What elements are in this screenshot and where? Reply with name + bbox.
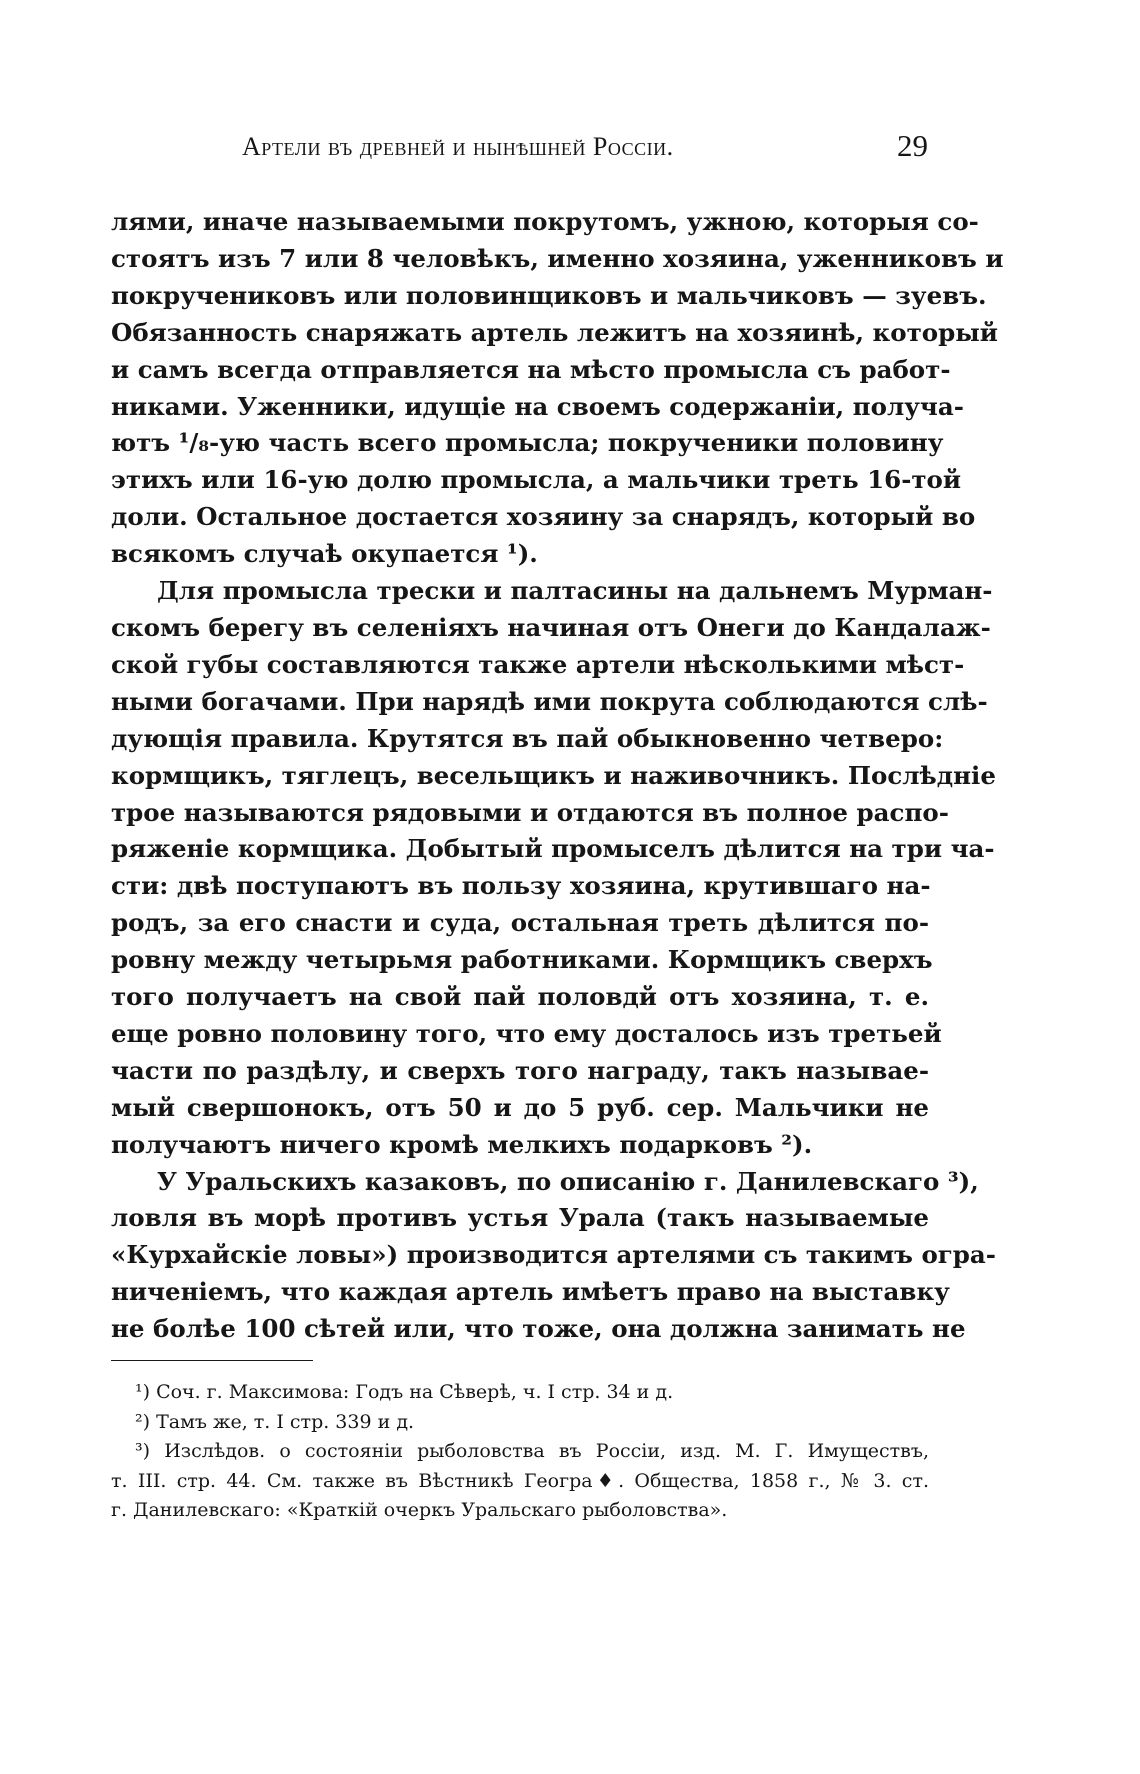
text-line: лями, иначе называемыми покрутомъ, ужною, которыя со- [111, 207, 979, 236]
text-line: стоятъ изъ 7 или 8 человѣкъ, именно хозяина, уженниковъ и [111, 243, 1004, 273]
text-line: не болѣе 100 сѣтей или, что тоже, она должна занимать не [111, 1314, 966, 1344]
footnote-separator [111, 1360, 313, 1361]
text-line: трое называются рядовыми и отдаются въ полное распо- [111, 797, 949, 827]
main-text [111, 204, 1004, 1348]
text-line: получаютъ ничего кромѣ мелкихъ подарковъ ²). [111, 1129, 813, 1159]
text-line: ской губы составляются также артели нѣсколькими мѣст- [111, 649, 965, 679]
footnote-line: ¹) Соч. г. Максимова: Годъ на Сѣверѣ, ч. I стр. 34 и д. [135, 1381, 674, 1403]
text-line: всякомъ случаѣ окупается ¹). [111, 539, 538, 569]
text-line: У Уральскихъ казаковъ, по описанію г. Данилевскаго ³), [157, 1166, 979, 1196]
text-line: ными богачами. При нарядѣ ими покрута соблюдаются слѣ- [111, 686, 988, 716]
text-line: Обязанность снаряжать артель лежитъ на хозяинѣ, который [111, 317, 998, 347]
footnote-3 [111, 1437, 929, 1526]
footnote-line: т. III. стр. 44. См. также въ Вѣстникѣ Геогра♦. Общества, 1858 г., № 3. ст. [111, 1469, 929, 1492]
footnote-1 [111, 1378, 929, 1408]
text-line: дующія правила. Крутятся въ пай обыкновенно четверо: [111, 723, 944, 753]
running-title: Артели въ древней и нынѣшней Россіи. [242, 132, 674, 161]
text-line: мый свершонокъ, отъ 50 и до 5 руб. сер. Мальчики не [111, 1092, 929, 1122]
text-line: ниченіемъ, что каждая артель имѣетъ право на выставку [111, 1277, 950, 1307]
page-number: 29 [897, 128, 928, 163]
text-line: ловля въ морѣ противъ устья Урала (такъ называемые [111, 1203, 929, 1233]
footnote-2 [111, 1408, 929, 1438]
text-line: ютъ ¹/₈-ую часть всего промысла; покрученики половину [111, 428, 944, 458]
text-line: ровну между четырьмя работниками. Кормщикъ сверхъ [111, 945, 933, 975]
text-line: и самъ всегда отправляется на мѣсто промысла съ работ- [111, 354, 951, 384]
text-line: ряженіе кормщика. Добытый промыселъ дѣлится на три ча- [111, 834, 995, 864]
footnote-line: ³) Изслѣдов. о состояніи рыболовства въ Россіи, изд. М. Г. Имуществъ, [135, 1440, 929, 1462]
text-line: еще ровно половину того, что ему досталось изъ третьей [111, 1018, 942, 1048]
text-line: доли. Остальное достается хозяину за снарядъ, который во [111, 502, 976, 532]
text-line: Для промысла трески и палтасины на дальнемъ Мурман- [157, 576, 993, 606]
page-header [242, 128, 928, 172]
text-line: того получаетъ на свой пай половдй отъ хозяина, т. е. [111, 982, 929, 1012]
footnote-line: г. Данилевскаго: «Краткій очеркъ Уральскаго рыболовства». [111, 1499, 728, 1521]
text-line: кормщикъ, тяглецъ, весельщикъ и наживочникъ. Послѣдніе [111, 760, 996, 790]
text-line: части по раздѣлу, и сверхъ того награду, такъ называе- [111, 1055, 929, 1085]
text-line: «Курхайскіе ловы») производится артелями съ такимъ огра- [111, 1240, 996, 1270]
footnotes [111, 1378, 929, 1526]
paragraph-2 [111, 573, 996, 1164]
text-line: родъ, за его снасти и суда, остальная треть дѣлится по- [111, 908, 929, 938]
text-line: сти: двѣ поступаютъ въ пользу хозяина, крутившаго на- [111, 871, 931, 901]
text-line: скомъ берегу въ селеніяхъ начиная отъ Онеги до Кандалаж- [111, 612, 991, 642]
footnote-line: ²) Тамъ же, т. I стр. 339 и д. [135, 1410, 415, 1433]
text-line: этихъ или 16-ую долю промысла, а мальчики треть 16-той [111, 465, 962, 495]
paragraph-3 [111, 1164, 996, 1349]
text-line: покручениковъ или половинщиковъ и мальчиковъ — зуевъ. [111, 280, 987, 310]
text-line: никами. Уженники, идущіе на своемъ содержаніи, получа- [111, 391, 964, 421]
paragraph-1 [111, 204, 1004, 573]
